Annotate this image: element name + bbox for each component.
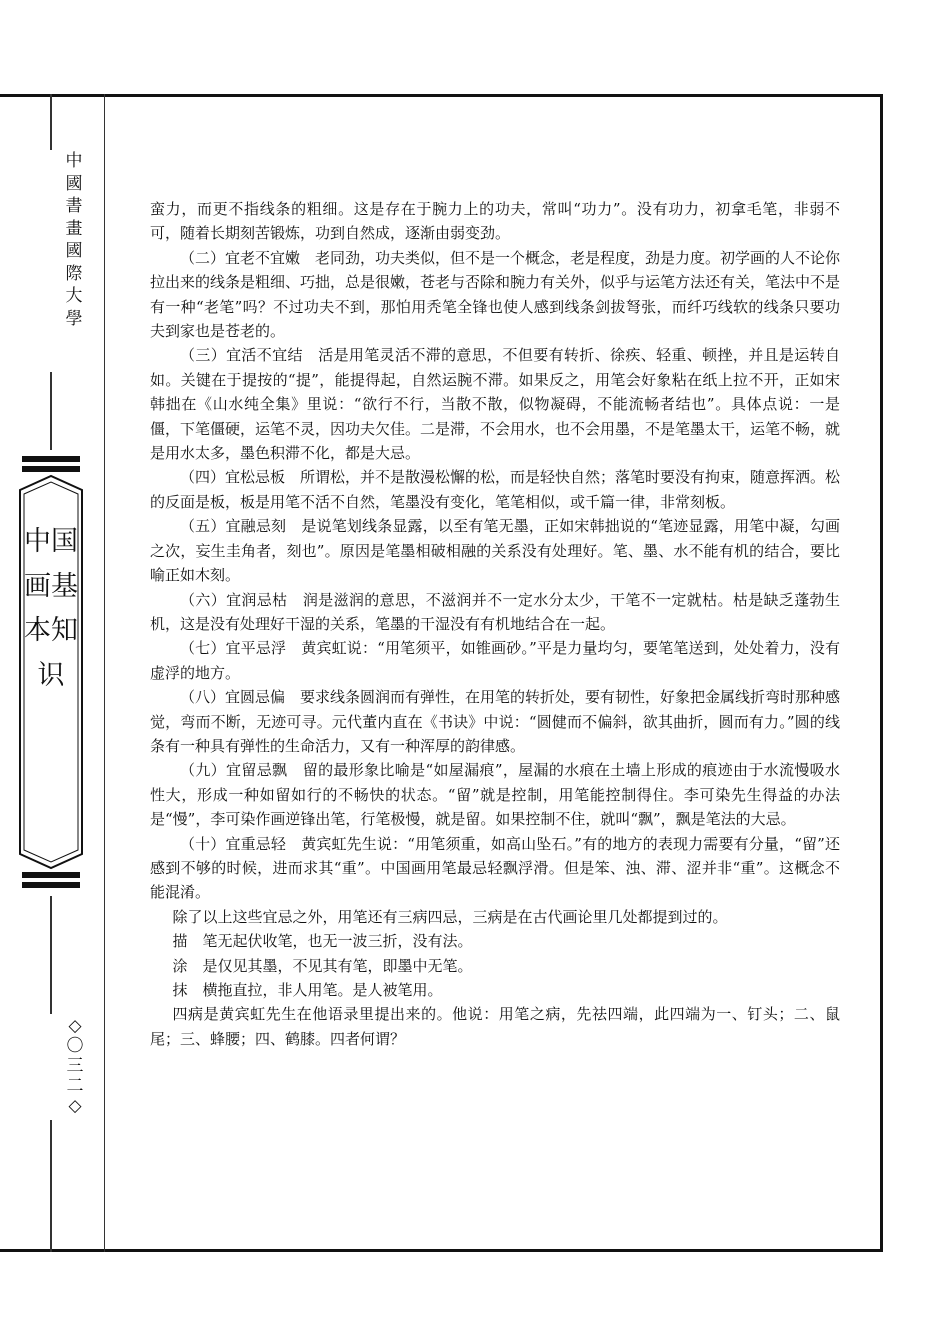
paragraph: 四病是黄宾虹先生在他语录里提出来的。他说：用笔之病，先祛四端，此四端为一、钉头；二、鼠尾；三、蜂腰；四、鹤膝。四者何谓？ <box>150 1005 840 1048</box>
paragraph: 描 笔无起伏收笔，也无一波三折，没有法。 <box>172 932 473 951</box>
paragraph: （二）宜老不宜嫩 老同劲，功夫类似，但不是一个概念，老是程度，劲是力度。初学画的人不论你拉出来的线条是粗细、巧拙，总是很嫩，苍老与否除和腕力有关外，似乎与运笔方法还有关，笔法中不是有一种“老笔”吗？不过功夫不到，那怕用秃笔全锋也使人感到线条剑拔弩张，而纤巧线软的线条只要功夫到家也是苍老的。 <box>150 248 841 341</box>
paragraph: （九）宜留忌飘 留的最形象比喻是“如屋漏痕”，屋漏的水痕在土墙上形成的痕迹由于水流慢吸水性大，形成一种如留如行的不畅快的状态。“留”就是控制，用笔能控制得住。李可染先生得益的办法是“慢”，李可染作画逆锋出笔，行笔极慢，就是留。如果控制不住，就叫“飘”，飘是笔法的大忌。 <box>150 761 840 829</box>
paragraph: （六）宜润忌枯 润是滋润的意思，不滋润并不一定水分太少，干笔不一定就枯。枯是缺乏蓬勃生机，这是没有处理好干湿的关系，笔墨的干湿没有有机地结合在一起。 <box>150 590 840 633</box>
banner-bar <box>22 872 80 878</box>
banner-bar <box>22 882 80 888</box>
paragraph: （七）宜平忌浮 黄宾虹说：“用笔须平，如锥画砂。”平是力量均匀，要笔笔送到，处处着力，没有虚浮的地方。 <box>150 639 840 682</box>
sidebar-rule <box>50 94 52 150</box>
sidebar-rule <box>50 1120 52 1252</box>
paragraph: （三）宜活不宜结 活是用笔灵活不滞的意思，不但要有转折、徐疾、轻重、顿挫，并且是运转自如。关键在于提按的“提”，能提得起，自然运腕不滞。如果反之，用笔会好象粘在纸上拉不开，正如宋韩拙在《山水纯全集》里说：“欲行不行，当散不散，似物凝碍，不能流畅者结也”。具体点说：一是僵，下笔僵硬，运笔不灵，因功夫欠佳。二是滞，不会用水，也不会用墨，不是笔墨太干，运笔不畅，就是用水太多，墨色积滞不化，都是大忌。 <box>150 346 841 463</box>
paragraph: 抹 横拖直拉，非人用笔。是人被笔用。 <box>172 981 443 999</box>
inner-border-line <box>104 94 105 1252</box>
paragraph: （八）宜圆忌偏 要求线条圆润而有弹性，在用笔的转折处，要有韧性，好象把金属线折弯时那种感觉，弯而不断，无迹可寻。元代董内直在《书诀》中说：“圆健而不偏斜，欲其曲折，圆而有力。”圆的线条有一种具有弹性的生命活力，又有一种浑厚的韵律感。 <box>150 688 841 755</box>
paragraph: 涂 是仅见其墨，不见其有笔，即墨中无笔。 <box>172 956 473 975</box>
paragraph: （四）宜松忌板 所谓松，并不是散漫松懈的松，而是轻快自然；落笔时要没有拘束，随意挥洒。松的反面是板，板是用笔不活不自然，笔墨没有变化，笔笔相似，或千篇一律，非常刻板。 <box>150 468 841 511</box>
school-name: 中國書畫國際大學 <box>65 151 83 329</box>
paragraph: 蛮力，而更不指线条的粗细。这是存在于腕力上的功夫，常叫“功力”。没有功力，初拿毛笔，非弱不可，随着长期刻苦锻炼，功到自然成，逐渐由弱变劲。 <box>150 200 840 243</box>
paragraph: （五）宜融忌刻 是说笔划线条显露，以至有笔无墨，正如宋韩拙说的“笔迹显露，用笔中凝，勾画之次，妄生圭角者，刻也”。原因是笔墨相破相融的关系没有处理好。笔、墨、水不能有机的结合，要比喻正如木刻。 <box>150 517 840 585</box>
paragraph: 除了以上这些宜忌之外，用笔还有三病四忌，三病是在古代画论里几处都提到过的。 <box>172 907 728 926</box>
paragraph: （十）宜重忌轻 黄宾虹先生说：“用笔须重，如高山坠石。”有的地方的表现力需要有分量，“留”还感到不够的时候，进而求其“重”。中国画用笔最忌轻飘浮滑。但是笨、浊、滞、涩并非“重”。这概念不能混淆。 <box>150 834 840 902</box>
main-text <box>150 197 840 1051</box>
sidebar-rule <box>50 896 52 1014</box>
sidebar-rule <box>50 372 52 450</box>
book-title-banner <box>18 456 84 888</box>
book-title: 中国画基本知识 <box>24 526 78 691</box>
page-number: ◇〇三二◇ <box>66 1016 84 1116</box>
